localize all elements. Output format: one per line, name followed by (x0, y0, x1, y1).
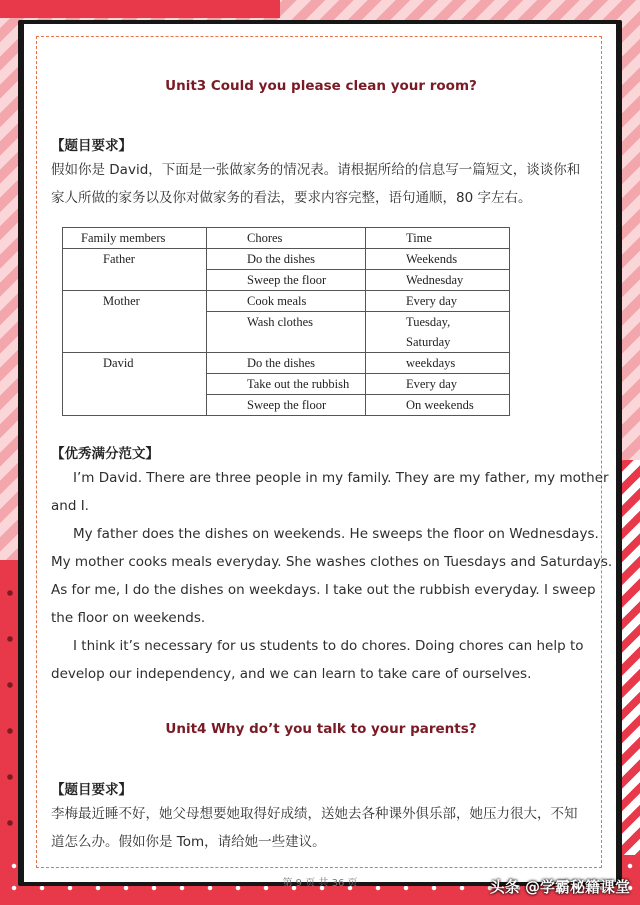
member-mother: Mother (63, 291, 207, 353)
member-father: Father (63, 249, 207, 291)
time-cell: Tuesday, Saturday (366, 312, 510, 353)
unit3-requirement-text (51, 156, 591, 212)
table-row (63, 249, 510, 270)
unit4-requirement-heading: 【题目要求】 (51, 782, 132, 798)
essay-line: As for me, I do the dishes on weekdays. I take out the rubbish everyday. I sweep (51, 582, 596, 598)
header-chores: Chores (207, 228, 366, 249)
time-cell: Weekends (366, 249, 510, 270)
header-time: Time (366, 228, 510, 249)
essay-line: and I. (51, 498, 89, 514)
member-david: David (63, 353, 207, 416)
unit4-title: Unit4 Why do’t you talk to your parents? (165, 721, 477, 737)
time-cell: weekdays (366, 353, 510, 374)
chore-cell: Take out the rubbish (207, 374, 366, 395)
watermark: 头条 @学霸秘籍课堂 (489, 878, 630, 896)
essay-line: My mother cooks meals everyday. She washes clothes on Tuesdays and Saturdays. (51, 554, 613, 570)
essay-line: the floor on weekends. (51, 610, 206, 626)
unit3-essay (51, 464, 613, 688)
requirement-line: 家人所做的家务以及你对做家务的看法，要求内容完整，语句通顺，80 字左右。 (51, 190, 532, 206)
chore-cell: Do the dishes (207, 249, 366, 270)
unit3-title: Unit3 Could you please clean your room? (165, 78, 477, 94)
unit4-requirement-text (51, 800, 591, 856)
requirement-line: 道怎么办。假如你是 Tom，请给她一些建议。 (51, 834, 326, 850)
table-header-row (63, 228, 510, 249)
background-top-band (0, 0, 280, 18)
unit3-requirement-heading: 【题目要求】 (51, 138, 132, 154)
essay-line: My father does the dishes on weekends. He sweeps the floor on Wednesdays. (73, 526, 599, 542)
requirement-line: 李梅最近睡不好，她父母想要她取得好成绩，送她去各种课外俱乐部，她压力很大，不知 (51, 806, 578, 822)
chore-cell: Do the dishes (207, 353, 366, 374)
essay-line: I’m David. There are three people in my family. They are my father, my mother (73, 470, 609, 486)
chore-cell: Wash clothes (207, 312, 366, 353)
table-row (63, 291, 510, 312)
requirement-line: 假如你是 David，下面是一张做家务的情况表。请根据所给的信息写一篇短文，谈谈你和 (51, 162, 581, 178)
essay-line: I think it’s necessary for us students to do chores. Doing chores can help to (73, 638, 584, 654)
chore-cell: Cook meals (207, 291, 366, 312)
page-number: 第 9 页 共 36 页 (282, 878, 358, 889)
chore-cell: Sweep the floor (207, 395, 366, 416)
chore-cell: Sweep the floor (207, 270, 366, 291)
time-cell: Every day (366, 291, 510, 312)
time-cell: Wednesday (366, 270, 510, 291)
essay-line: develop our independency, and we can learn to take care of ourselves. (51, 666, 532, 682)
chores-table (62, 227, 510, 416)
time-cell: On weekends (366, 395, 510, 416)
header-family-members: Family members (63, 228, 207, 249)
table-row (63, 353, 510, 374)
unit3-essay-heading: 【优秀满分范文】 (51, 446, 159, 462)
time-cell: Every day (366, 374, 510, 395)
